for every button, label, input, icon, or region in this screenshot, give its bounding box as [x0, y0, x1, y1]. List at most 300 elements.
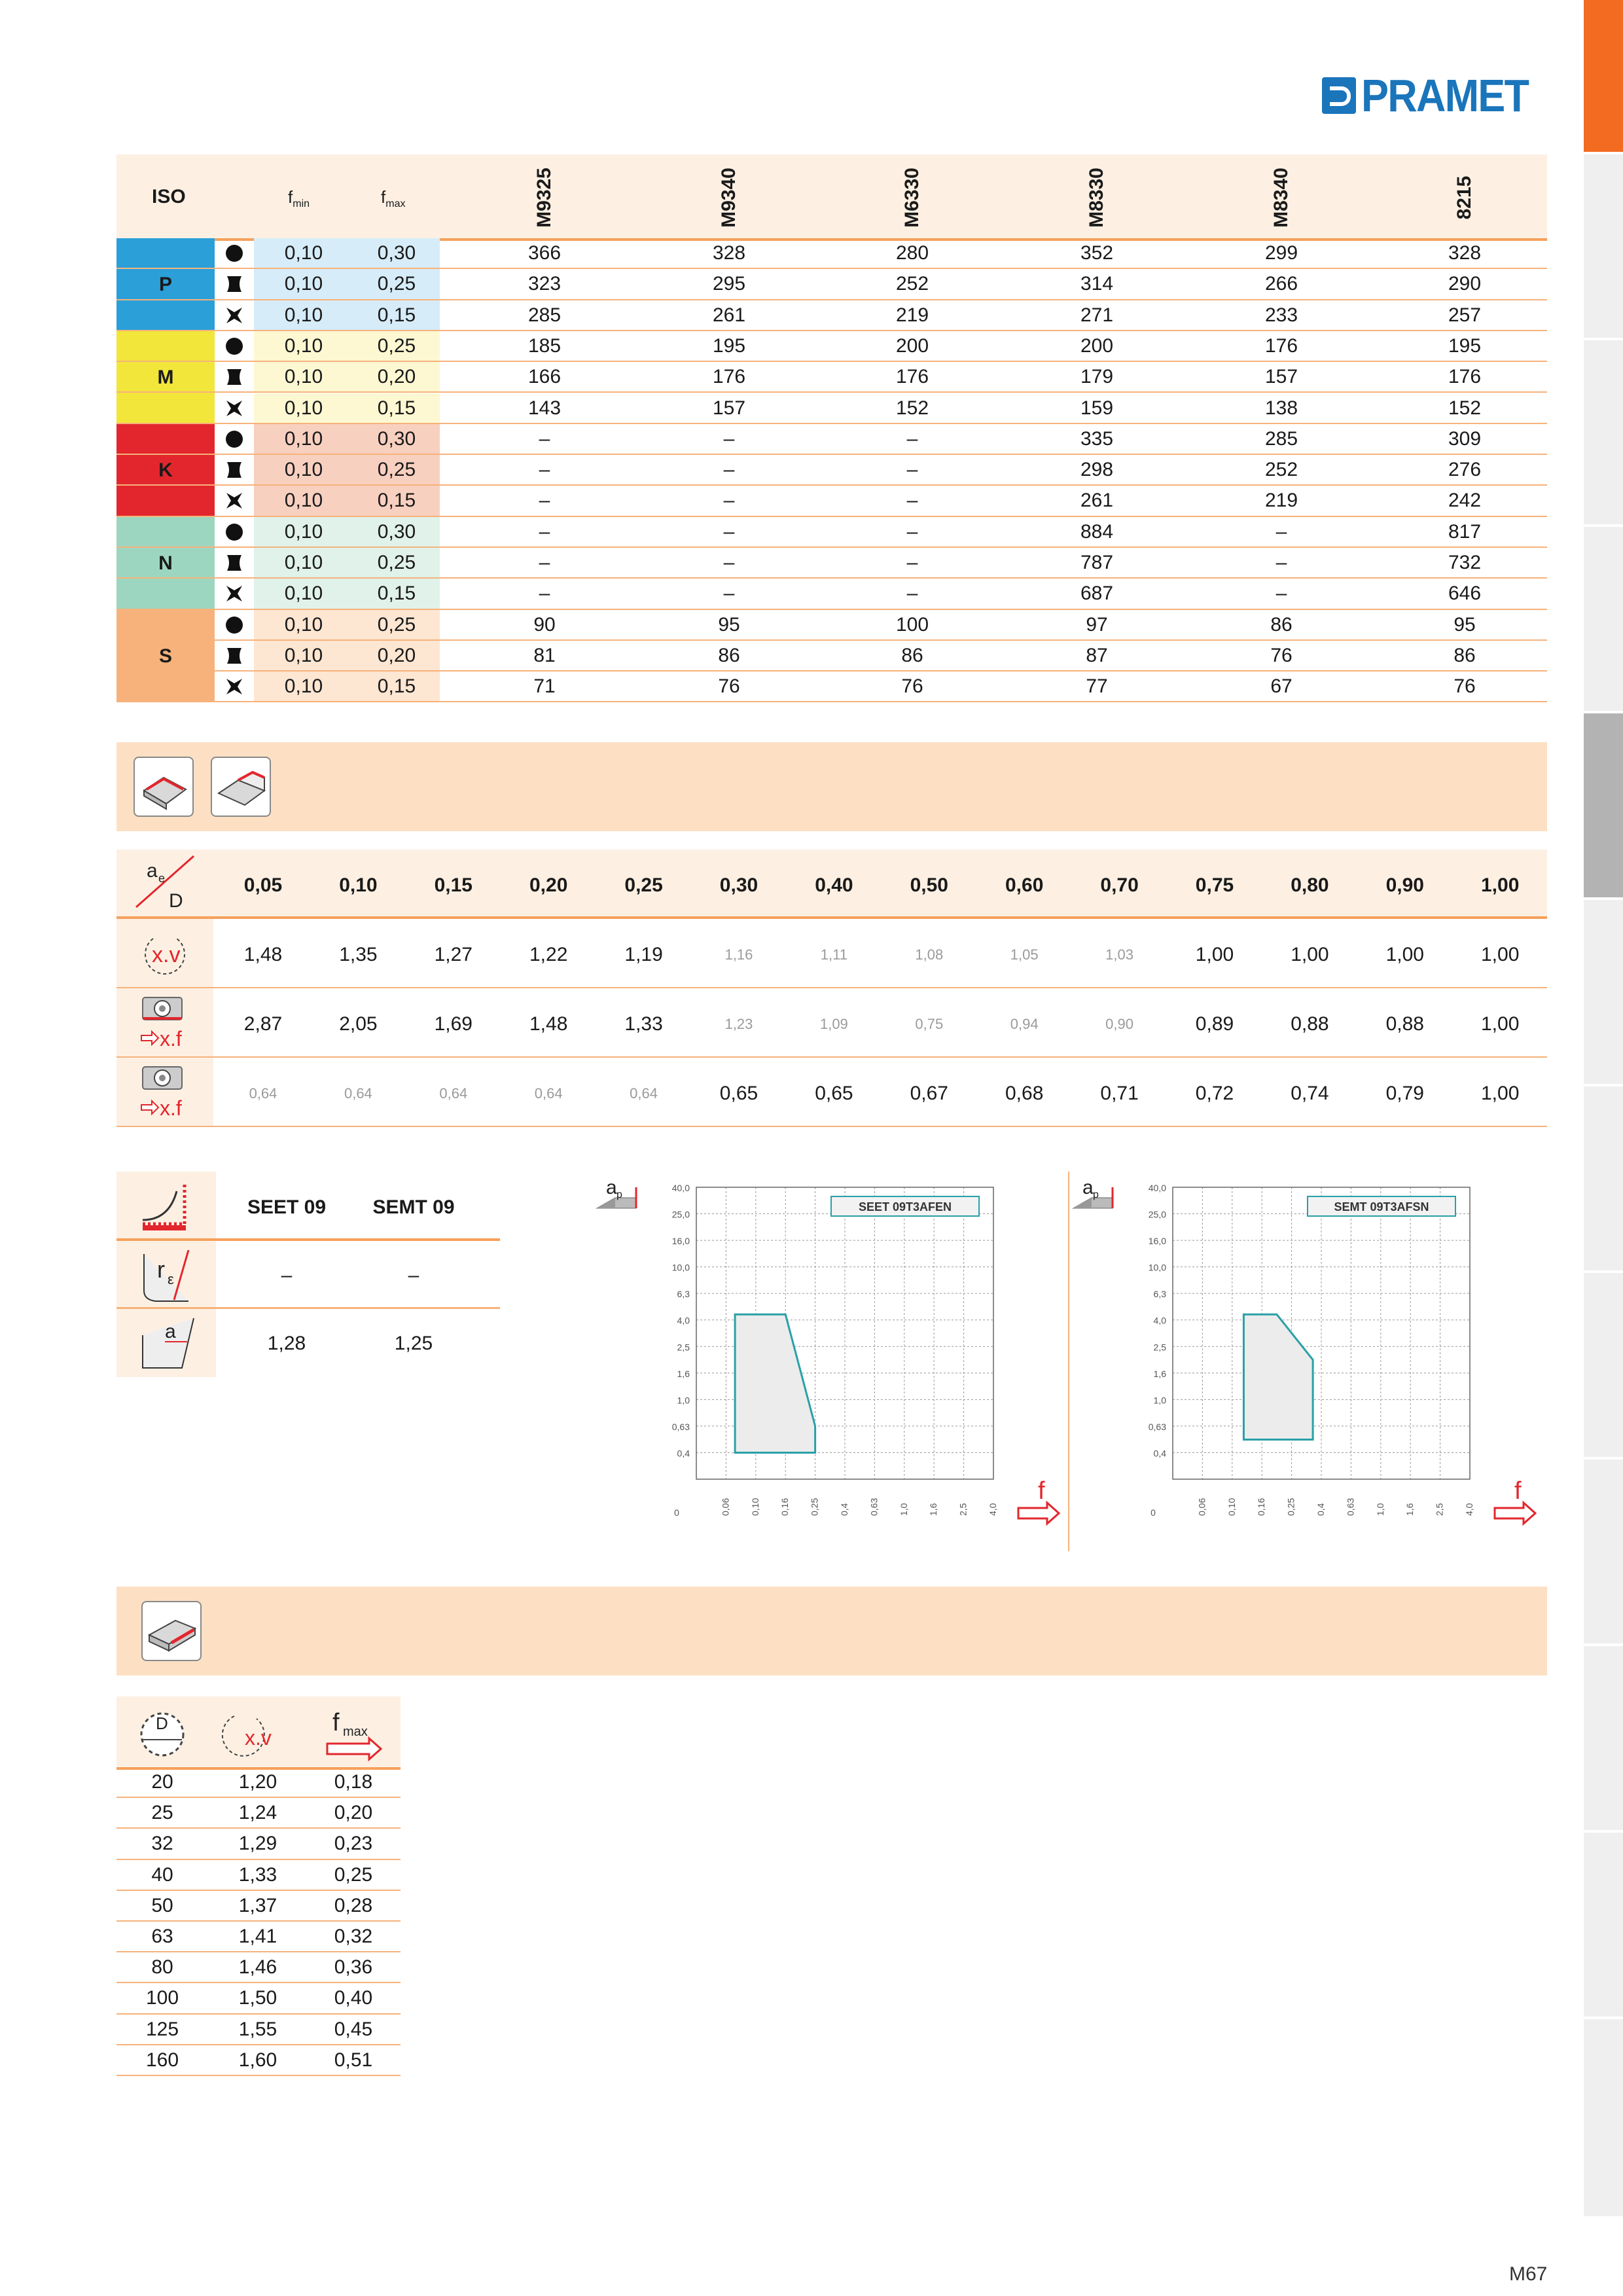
pramet-logo-icon — [1322, 77, 1356, 114]
fmin-value: 0,10 — [284, 242, 323, 264]
cutting-speed-value: 87 — [1086, 644, 1108, 666]
y-tick-label: 10,0 — [671, 1262, 690, 1273]
speed-factor-value: 1,50 — [238, 1987, 277, 2009]
chart-title: SEMT 09T3AFSN — [1334, 1200, 1429, 1213]
chart-divider — [1068, 1172, 1069, 1551]
fmax-value: 0,25 — [377, 273, 416, 295]
machining-condition-semi-icon — [224, 553, 244, 573]
cutting-speed-value: – — [539, 490, 550, 512]
fmin-value: 0,10 — [284, 675, 323, 698]
side-tab-7[interactable] — [1584, 1086, 1623, 1273]
y-tick-label: 6,3 — [677, 1289, 690, 1300]
cutting-speed-value: 290 — [1448, 273, 1482, 295]
correction-factor-value: 0,90 — [1105, 1016, 1133, 1032]
fmax-value: 0,15 — [377, 583, 416, 605]
speed-factor-value: 1,60 — [238, 2049, 277, 2071]
correction-factor-value: 1,00 — [1480, 944, 1520, 965]
table-row — [116, 424, 1547, 455]
y-tick-label: 0,63 — [1148, 1421, 1166, 1432]
speed-factor-value: 1,37 — [238, 1894, 277, 1916]
svg-text:x.f: x.f — [160, 1027, 182, 1050]
max-feed-value: 0,23 — [334, 1833, 373, 1855]
ae-ratio-column: 0,40 — [815, 874, 853, 896]
y-tick-label: 25,0 — [1148, 1209, 1166, 1220]
spec-col-seet09: SEET 09 — [247, 1196, 327, 1218]
table-row — [116, 486, 1547, 516]
cutting-speed-value: 817 — [1448, 520, 1482, 543]
cutting-speed-value: – — [723, 552, 735, 573]
svg-text:a: a — [1082, 1177, 1094, 1198]
x-tick-label: 2,5 — [1434, 1503, 1445, 1516]
fmin-header: $f_{min}$ — [288, 187, 310, 210]
diameter-value: 100 — [145, 1987, 179, 2009]
y-tick-label: 10,0 — [1148, 1262, 1166, 1273]
application-area-region — [1243, 1314, 1313, 1439]
correction-factor-value: 1,03 — [1105, 946, 1133, 963]
table-row — [116, 2045, 401, 2076]
x-tick-label: 0,10 — [1226, 1498, 1237, 1516]
grade-header-m8340: M8340 — [1270, 168, 1292, 228]
x-tick-label: 0,16 — [1256, 1498, 1267, 1516]
fmax-value: 0,25 — [377, 459, 416, 481]
cutting-speed-value: 219 — [895, 304, 929, 326]
svg-text:f: f — [1514, 1477, 1522, 1505]
chart-seet09t3afen — [596, 1172, 1067, 1551]
cutting-speed-value: 86 — [1454, 644, 1476, 666]
table-row — [116, 455, 1547, 486]
cutting-speed-value: 266 — [1264, 273, 1298, 295]
side-tab-strip — [1584, 0, 1623, 2219]
cutting-speed-value: 195 — [1448, 334, 1482, 357]
cutting-speed-value: 71 — [533, 675, 556, 698]
y-tick-label: 1,0 — [1153, 1395, 1166, 1406]
speed-factor-value: 1,46 — [238, 1956, 277, 1979]
correction-row — [116, 919, 1547, 988]
iso-group-label: N — [158, 552, 173, 574]
fmax-value: 0,15 — [377, 675, 416, 698]
table-row — [116, 1983, 401, 2014]
table-row — [116, 1922, 401, 1952]
grade-header-8215: 8215 — [1454, 175, 1475, 220]
diameter-value: 20 — [151, 1771, 173, 1793]
y-tick-label: 25,0 — [671, 1209, 690, 1220]
side-tab-1[interactable] — [1584, 0, 1623, 154]
y-tick-label: 4,0 — [677, 1315, 690, 1326]
cutting-speed-value: – — [1275, 520, 1287, 543]
correction-row — [116, 988, 1547, 1058]
cutting-speed-value: 166 — [527, 366, 562, 388]
cutting-speed-value: 97 — [1086, 613, 1108, 636]
cutting-speed-value: 157 — [1264, 366, 1298, 388]
ae-ratio-column: 0,20 — [529, 874, 568, 896]
x-tick-label: 0,25 — [809, 1498, 820, 1516]
cutting-speed-value: 176 — [895, 366, 929, 388]
feed-arrow-icon — [1018, 1477, 1059, 1524]
cutting-speed-value: 76 — [901, 675, 923, 698]
speed-factor-icon — [116, 919, 213, 987]
y-tick-label: 0,4 — [1153, 1448, 1166, 1459]
cutting-speed-value: 157 — [712, 397, 746, 419]
y-tick-label: 6,3 — [1153, 1289, 1166, 1300]
spec-row-a — [116, 1309, 500, 1377]
ae-ratio-column: 0,25 — [624, 874, 663, 896]
correction-factor-value: 0,88 — [1385, 1013, 1424, 1035]
cutting-speed-value: 86 — [901, 644, 923, 666]
y-tick-label: 1,6 — [1153, 1368, 1166, 1379]
table-row — [116, 672, 1547, 702]
diameter-value: 50 — [151, 1894, 173, 1916]
cutting-speed-value: 687 — [1080, 583, 1114, 605]
y-tick-label: 40,0 — [1148, 1183, 1166, 1193]
fmin-value: 0,10 — [284, 613, 323, 636]
fmin-value: 0,10 — [284, 334, 323, 357]
cutting-speed-value: 335 — [1080, 427, 1114, 450]
correction-factor-value: 1,00 — [1385, 944, 1424, 965]
machining-condition-semi-icon — [224, 460, 244, 480]
side-tab-11[interactable] — [1584, 1833, 1623, 2019]
diameter-value: 32 — [151, 1833, 173, 1855]
diameter-table-header — [116, 1696, 401, 1770]
correction-factor-value: 1,23 — [724, 1016, 753, 1032]
fmax-value: 0,30 — [377, 242, 416, 264]
grade-header-m9340: M9340 — [718, 168, 740, 228]
fmax-value: 0,20 — [377, 366, 416, 388]
cutting-speed-value: 77 — [1086, 675, 1108, 698]
svg-text:a: a — [606, 1177, 617, 1198]
correction-factor-value: 1,33 — [624, 1013, 663, 1035]
max-feed-value: 0,51 — [334, 2049, 373, 2071]
ae-ratio-column: 0,60 — [1005, 874, 1044, 896]
correction-factor-value: 0,71 — [1100, 1083, 1139, 1104]
cutting-speed-value: 787 — [1080, 552, 1114, 573]
correction-factor-value: 0,72 — [1195, 1083, 1234, 1104]
fmax-value: 0,30 — [377, 520, 416, 543]
speed-factor-icon — [223, 1716, 272, 1756]
fmin-value: 0,10 — [284, 397, 323, 419]
svg-text:x.v: x.v — [245, 1726, 272, 1749]
correction-row — [116, 1058, 1547, 1127]
fmin-value: 0,10 — [284, 459, 323, 481]
fmin-value: 0,10 — [284, 520, 323, 543]
svg-text:D: D — [156, 1713, 168, 1733]
cutting-speed-value: 328 — [712, 242, 746, 264]
cutting-speed-value: – — [539, 427, 550, 450]
correction-factor-value: 0,88 — [1291, 1013, 1329, 1035]
y-tick-label: 1,6 — [677, 1368, 690, 1379]
side-tab-2[interactable] — [1584, 154, 1623, 340]
correction-factor-value: 0,65 — [719, 1083, 758, 1104]
cutting-speed-value: 195 — [712, 334, 746, 357]
svg-text:ε: ε — [168, 1271, 174, 1287]
svg-text:max: max — [343, 1725, 368, 1739]
correction-factor-value: 1,27 — [434, 944, 473, 965]
cutting-speed-value: 280 — [895, 242, 929, 264]
cutting-speed-value: – — [723, 583, 735, 605]
cutting-speed-value: 76 — [1454, 675, 1476, 698]
machining-condition-semi-icon — [224, 646, 244, 666]
svg-text:a: a — [147, 860, 158, 882]
x-tick-label: 0,06 — [1196, 1498, 1207, 1516]
brand-name: PRAMET — [1361, 70, 1529, 121]
correction-factor-value: 0,89 — [1195, 1013, 1234, 1035]
max-feed-value: 0,20 — [334, 1802, 373, 1824]
diameter-value: 80 — [151, 1956, 173, 1979]
cutting-speed-value: 95 — [718, 613, 740, 636]
cutting-speed-value: 298 — [1080, 459, 1114, 481]
table-row — [116, 1860, 401, 1891]
ae-ratio-column: 0,30 — [719, 874, 758, 896]
cutting-speed-value: 252 — [1264, 459, 1298, 481]
max-feed-value: 0,32 — [334, 1926, 373, 1947]
correction-factor-value: 2,05 — [339, 1013, 378, 1035]
x-tick-label: 0 — [1150, 1507, 1156, 1518]
table-row — [116, 300, 1547, 331]
cutting-speed-value: 152 — [895, 397, 929, 419]
cutting-speed-value: 732 — [1448, 552, 1482, 573]
side-tab-9[interactable] — [1584, 1460, 1623, 1646]
spec-header-row — [116, 1172, 500, 1241]
x-tick-label: 0,63 — [1345, 1498, 1356, 1516]
side-tab-12[interactable] — [1584, 2019, 1623, 2219]
table-row — [116, 1798, 401, 1829]
correction-factor-value: 0,74 — [1291, 1083, 1329, 1104]
correction-factor-value: 0,68 — [1005, 1083, 1044, 1104]
diameter-value: 125 — [145, 2018, 179, 2040]
fmin-value: 0,10 — [284, 304, 323, 326]
table-row — [116, 331, 1547, 362]
correction-factor-value: 1,08 — [915, 946, 944, 963]
chart-title: SEET 09T3AFEN — [858, 1200, 952, 1213]
machining-condition-cross-icon — [224, 306, 244, 325]
spec-col-semt09: SEMT 09 — [372, 1196, 455, 1218]
cutting-speed-value: 295 — [712, 273, 746, 295]
grade-header-m6330: M6330 — [901, 168, 923, 228]
x-tick-label: 2,5 — [957, 1503, 969, 1516]
diameter-value: 63 — [151, 1926, 173, 1947]
feed-factor-icon — [116, 1058, 213, 1126]
cutter-diameter-icon — [141, 1713, 183, 1755]
machining-condition-circle-icon — [224, 336, 244, 356]
speed-factor-value: 1,20 — [238, 1771, 277, 1793]
cutting-speed-value: 252 — [895, 273, 929, 295]
ae-ratio-column: 0,90 — [1385, 874, 1424, 896]
fmax-value: 0,25 — [377, 613, 416, 636]
cutting-speed-value: – — [906, 520, 918, 543]
cutting-speed-value: – — [906, 490, 918, 512]
table-row — [116, 393, 1547, 424]
chart-semt09t3afsn — [1072, 1172, 1543, 1551]
cutting-speed-value: 76 — [1270, 644, 1293, 666]
x-tick-label: 0,25 — [1285, 1498, 1296, 1516]
svg-text:x.f: x.f — [160, 1096, 182, 1120]
max-feed-value: 0,28 — [334, 1894, 373, 1916]
side-tab-8[interactable] — [1584, 1273, 1623, 1460]
wiper-length-icon — [116, 1309, 216, 1377]
cutting-speed-value: 328 — [1448, 242, 1482, 264]
table-row — [116, 1829, 401, 1859]
cutting-speed-value: 352 — [1080, 242, 1114, 264]
spec-re-seet09: – — [281, 1265, 293, 1286]
x-tick-label: 4,0 — [1464, 1503, 1474, 1516]
correction-factor-value: 1,35 — [339, 944, 378, 965]
correction-factor-value: 0,64 — [439, 1085, 468, 1102]
machining-condition-circle-icon — [224, 429, 244, 449]
max-feed-value: 0,18 — [334, 1771, 373, 1793]
cutting-speed-value: 95 — [1454, 613, 1476, 636]
cutting-speed-value: – — [539, 459, 550, 481]
speed-factor-value: 1,33 — [238, 1863, 277, 1886]
max-feed-icon — [327, 1709, 381, 1759]
y-tick-label: 2,5 — [677, 1342, 690, 1353]
spec-a-semt09: 1,25 — [394, 1333, 433, 1354]
cutting-speed-value: 90 — [533, 613, 556, 636]
cutting-speed-value: 233 — [1264, 304, 1298, 326]
cutting-speed-value: 86 — [1270, 613, 1293, 636]
fmax-value: 0,30 — [377, 427, 416, 450]
y-tick-label: 16,0 — [1148, 1236, 1166, 1247]
speed-factor-value: 1,41 — [238, 1926, 277, 1947]
machining-condition-circle-icon — [224, 615, 244, 635]
fmax-value: 0,15 — [377, 397, 416, 419]
depth-of-cut-icon — [1073, 1177, 1113, 1208]
speed-factor-value: 1,29 — [238, 1833, 277, 1855]
spec-re-semt09: – — [408, 1265, 419, 1286]
speed-factor-value: 1,24 — [238, 1802, 277, 1824]
machining-condition-semi-icon — [224, 274, 244, 294]
cutting-speed-value: 309 — [1448, 427, 1482, 450]
correction-factor-value: 0,65 — [815, 1083, 853, 1104]
correction-factor-value: 0,94 — [1010, 1016, 1039, 1032]
svg-text:x.v: x.v — [152, 942, 181, 967]
y-tick-label: 0,63 — [671, 1421, 690, 1432]
cutting-speed-value: 100 — [895, 613, 929, 636]
cutting-speed-value: 176 — [1264, 334, 1298, 357]
x-tick-label: 0,06 — [720, 1498, 731, 1516]
fmax-value: 0,15 — [377, 304, 416, 326]
cutting-speed-value: 285 — [1264, 427, 1298, 450]
correction-factor-value: 0,75 — [915, 1016, 944, 1032]
ae-ratio-column: 1,00 — [1480, 874, 1520, 896]
fmax-value: 0,25 — [377, 552, 416, 573]
side-tab-5[interactable] — [1584, 713, 1623, 900]
correction-factor-value: 0,64 — [249, 1085, 277, 1102]
cutting-speed-value: 176 — [1448, 366, 1482, 388]
svg-text:f: f — [1038, 1477, 1045, 1505]
correction-factor-value: 1,00 — [1480, 1083, 1520, 1104]
x-tick-label: 0 — [674, 1507, 679, 1518]
correction-factor-value: 0,67 — [910, 1083, 948, 1104]
table-row — [116, 1891, 401, 1922]
fmin-value: 0,10 — [284, 583, 323, 605]
cutting-speed-value: – — [539, 520, 550, 543]
diameter-value: 160 — [145, 2049, 179, 2071]
max-feed-value: 0,40 — [334, 1987, 373, 2009]
x-tick-label: 1,6 — [1404, 1503, 1416, 1516]
cutting-speed-value: 646 — [1448, 583, 1482, 605]
table-row — [116, 1767, 401, 1798]
fmin-value: 0,10 — [284, 552, 323, 573]
cutting-speed-value: 200 — [1080, 334, 1114, 357]
cutting-speed-value: 219 — [1264, 490, 1298, 512]
correction-factor-value: 0,79 — [1385, 1083, 1424, 1104]
ae-ratio-column: 0,50 — [910, 874, 948, 896]
correction-factor-value: 1,09 — [819, 1016, 848, 1032]
x-tick-label: 0,4 — [1315, 1503, 1326, 1516]
fmin-value: 0,10 — [284, 427, 323, 450]
y-tick-label: 2,5 — [1153, 1342, 1166, 1353]
cutting-speed-value: 185 — [527, 334, 562, 357]
correction-factor-value: 0,64 — [534, 1085, 563, 1102]
table-row — [116, 238, 1547, 269]
cutting-speed-value: – — [906, 427, 918, 450]
table-row — [116, 269, 1547, 300]
y-tick-label: 16,0 — [671, 1236, 690, 1247]
table-row — [116, 610, 1547, 641]
correction-factor-value: 1,16 — [724, 946, 753, 963]
iso-group-label: P — [158, 273, 172, 295]
fmax-header: $f_{max}$ — [381, 187, 406, 210]
feed-arrow-icon — [1495, 1477, 1535, 1524]
svg-text:p: p — [1093, 1189, 1099, 1200]
svg-text:D: D — [169, 890, 183, 912]
cutting-speed-value: 261 — [1080, 490, 1114, 512]
x-tick-label: 0,63 — [868, 1498, 880, 1516]
table-row — [116, 517, 1547, 548]
cutting-speed-value: – — [1275, 583, 1287, 605]
side-tab-3[interactable] — [1584, 340, 1623, 527]
y-tick-label: 1,0 — [677, 1395, 690, 1406]
fmin-value: 0,10 — [284, 644, 323, 666]
ae-ratio-column: 0,75 — [1195, 874, 1234, 896]
y-tick-label: 0,4 — [677, 1448, 690, 1459]
cutting-speed-value: 271 — [1080, 304, 1114, 326]
cutting-speed-value: 884 — [1080, 520, 1114, 543]
ae-ratio-column: 0,10 — [339, 874, 378, 896]
side-tab-4[interactable] — [1584, 527, 1623, 713]
cutting-speed-value: 159 — [1080, 397, 1114, 419]
page-number: M67 — [1509, 2263, 1548, 2285]
spec-row-re — [116, 1241, 500, 1309]
table-row — [116, 1952, 401, 1983]
side-tab-10[interactable] — [1584, 1646, 1623, 1833]
cutting-speed-value: 86 — [718, 644, 740, 666]
side-tab-6[interactable] — [1584, 900, 1623, 1086]
ae-ratio-column: 0,15 — [434, 874, 473, 896]
correction-factor-value: 2,87 — [243, 1013, 283, 1035]
correction-factor-value: 1,00 — [1195, 944, 1234, 965]
correction-factor-value: 1,05 — [1010, 946, 1039, 963]
cutting-speed-value: – — [539, 583, 550, 605]
correction-factor-value: 1,19 — [624, 944, 663, 965]
iso-group-label: K — [158, 459, 173, 481]
x-tick-label: 1,6 — [928, 1503, 939, 1516]
table-row — [116, 641, 1547, 672]
correction-factor-value: 1,22 — [529, 944, 568, 965]
fmax-value: 0,25 — [377, 334, 416, 357]
correction-factor-value: 1,48 — [529, 1013, 568, 1035]
cutting-speed-value: 81 — [533, 644, 556, 666]
x-tick-label: 1,0 — [1374, 1503, 1385, 1516]
ae-over-d-label — [116, 850, 213, 916]
cutting-speed-value: 323 — [527, 273, 562, 295]
svg-text:r: r — [157, 1256, 165, 1283]
y-tick-label: 4,0 — [1153, 1315, 1166, 1326]
svg-text:p: p — [616, 1189, 622, 1200]
cutting-speed-value: – — [906, 459, 918, 481]
operation-banner-plunging — [116, 1587, 1547, 1676]
x-tick-label: 0,16 — [779, 1498, 791, 1516]
diameter-value: 40 — [151, 1863, 173, 1886]
